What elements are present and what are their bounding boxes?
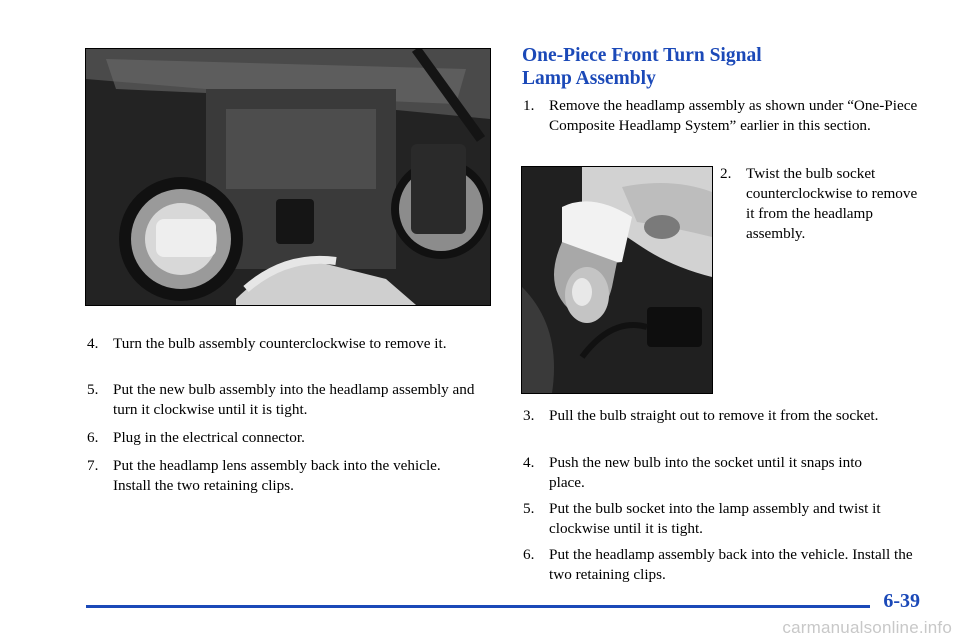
step-number: 1. bbox=[523, 97, 535, 114]
list-item bbox=[523, 406, 893, 426]
list-item bbox=[87, 334, 457, 354]
step-number: 6. bbox=[87, 429, 99, 446]
step-text: Remove the headlamp assembly as shown under “One-Piece Composite Headlamp System” earlier in this section. bbox=[549, 97, 918, 134]
step-number: 4. bbox=[523, 454, 535, 471]
list-item bbox=[523, 453, 893, 493]
section-heading-line2: Lamp Assembly bbox=[522, 68, 656, 89]
section-heading-line1: One-Piece Front Turn Signal bbox=[522, 45, 762, 66]
step-text: Put the headlamp lens assembly back into the vehicle. Install the two retaining clips. bbox=[113, 457, 441, 494]
step-text: Turn the bulb assembly counterclockwise to remove it. bbox=[113, 335, 447, 352]
step-text: Put the headlamp assembly back into the vehicle. Install the two retaining clips. bbox=[549, 546, 913, 583]
step-text: Pull the bulb straight out to remove it from the socket. bbox=[549, 407, 879, 424]
page-number: 6-39 bbox=[883, 590, 920, 612]
step-number: 5. bbox=[523, 500, 535, 517]
list-item bbox=[87, 380, 477, 420]
step-number: 4. bbox=[87, 335, 99, 352]
list-item bbox=[523, 96, 928, 136]
list-item bbox=[523, 499, 928, 539]
list-item bbox=[87, 428, 477, 448]
step-number: 7. bbox=[87, 457, 99, 474]
step-number: 6. bbox=[523, 546, 535, 563]
step-text: Put the new bulb assembly into the headlamp assembly and turn it clockwise until it is tight. bbox=[113, 381, 475, 418]
footer-rule bbox=[86, 605, 870, 608]
step-number: 3. bbox=[523, 407, 535, 424]
step-text: Plug in the electrical connector. bbox=[113, 429, 305, 446]
headlamp-bulb-photo bbox=[85, 48, 491, 306]
list-item bbox=[523, 545, 913, 585]
step-text: Put the bulb socket into the lamp assembly and twist it clockwise until it is tight. bbox=[549, 500, 881, 537]
step-text: Twist the bulb socket counterclockwise to remove it from the headlamp assembly. bbox=[746, 165, 918, 242]
watermark-text: carmanualsonline.info bbox=[782, 618, 952, 637]
step-text: Push the new bulb into the socket until it snaps into place. bbox=[549, 454, 863, 491]
turn-signal-bulb-photo bbox=[521, 166, 713, 394]
step-number: 2. bbox=[720, 165, 732, 182]
list-item bbox=[720, 164, 920, 244]
section-heading bbox=[522, 44, 762, 90]
list-item bbox=[87, 456, 467, 496]
step-number: 5. bbox=[87, 381, 99, 398]
